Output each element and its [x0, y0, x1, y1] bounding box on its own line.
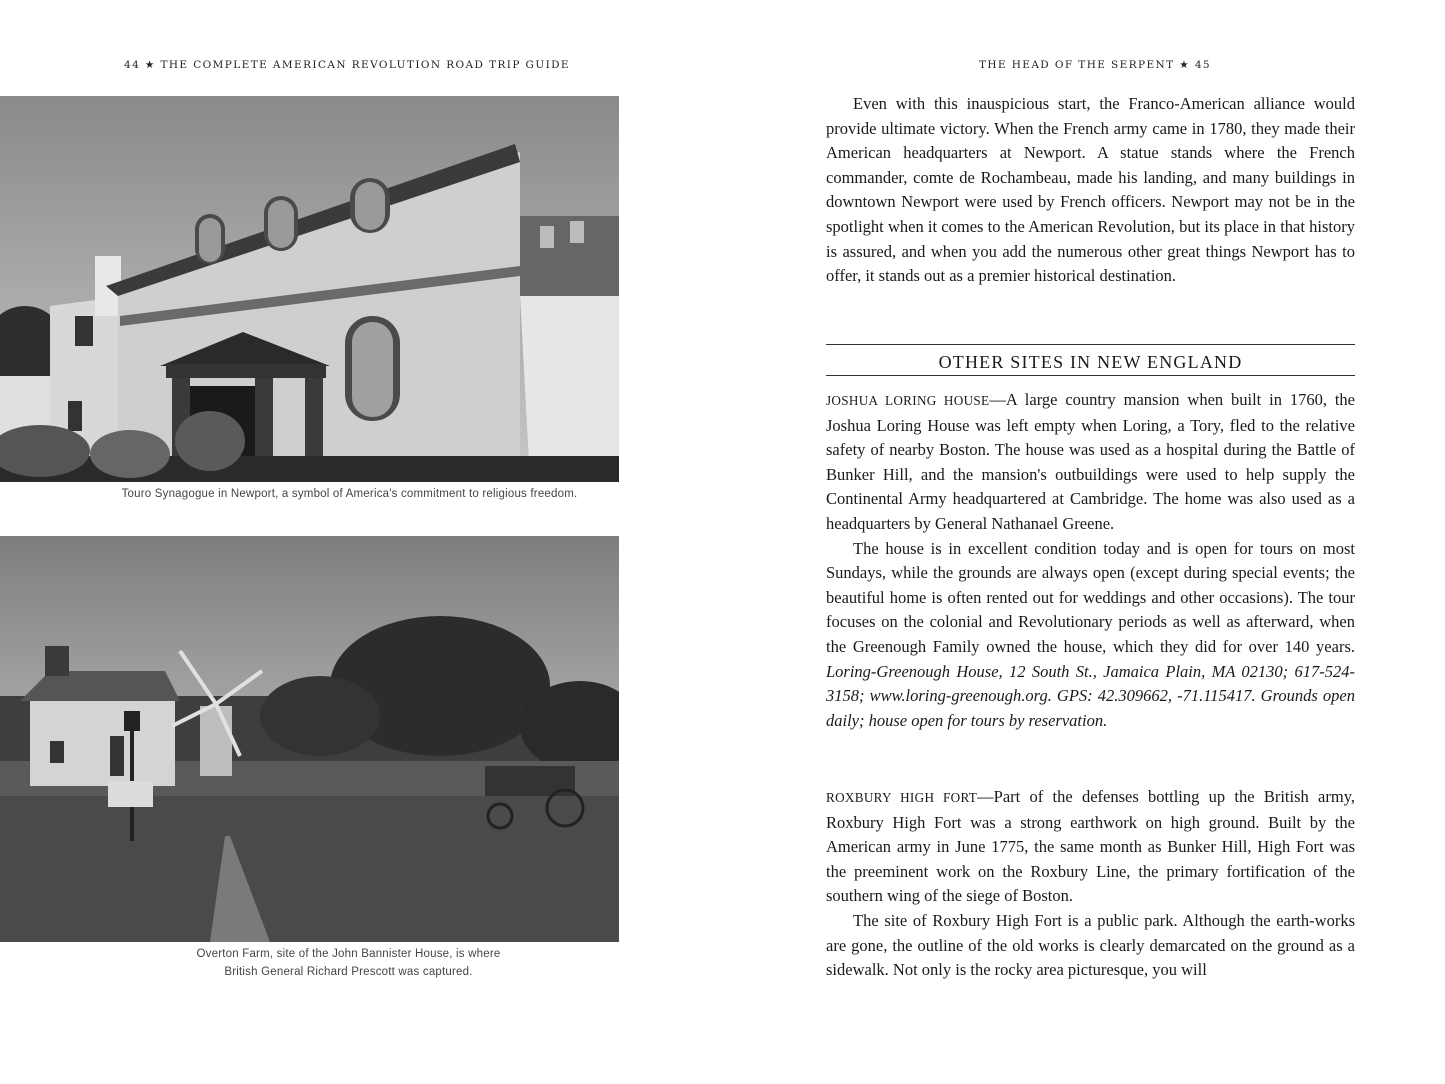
entry-text: The house is in excellent condition today and is open for tours on most Sundays, while the grounds are always open (except during special events; the beautiful home is often rented out for weddings and other occasions). The tour focuses on the colonial and Revolutionary periods as well as afterward, when the Greenough Family owned the house, which they did for over 140 years.: [826, 538, 1355, 656]
entry-paragraph: [826, 537, 1355, 734]
intro-paragraph-block: [826, 92, 1355, 289]
entry-name: ROXBURY HIGH FORT: [826, 790, 978, 805]
entry-text: —A large country mansion when built in 1760, the Joshua Loring House was left empty when Loring, a Tory, fled to the relative safety of nearby Boston. The house was used as a hospital during the Battle of Bunker Hill, and the mansion's outbuildings were used to help supply the Continental Army headquartered at Cambridge. The home was also used as a headquarters by General Nathanael Greene.: [826, 390, 1356, 533]
farm-caption-line-1: Overton Farm, site of the John Bannister House, is where: [196, 948, 501, 960]
entry-roxbury-high-fort: [826, 785, 1355, 983]
farm-photo: [0, 536, 619, 942]
right-running-head: THE HEAD OF THE SERPENT ★ 45: [978, 59, 1211, 71]
entry-paragraph: [826, 785, 1355, 909]
farm-caption-line-2: British General Richard Prescott was captured.: [224, 965, 473, 978]
intro-paragraph: Even with this inauspicious start, the Franco-American alliance would provide ultimate victory. When the French army came in 1780, they made their American headquarters at Newport. A statue stands where the French commander, comte de Rochambeau, made his landing, and many buildings in downtown Newport were used by French officers. Newport may not be in the spotlight when it comes to the American Revolution, but its place in that history is assured, and when you add the numerous other great things Newport has to offer, it stands out as a premier historical destination.: [826, 94, 1355, 286]
entry-joshua-loring-house: [826, 388, 1355, 733]
entry-paragraph: [826, 909, 1355, 983]
left-running-head: 44 ★ THE COMPLETE AMERICAN REVOLUTION ROAD TRIP GUIDE: [124, 59, 570, 71]
synagogue-photo: [0, 96, 619, 482]
entry-name: JOSHUA LORING HOUSE: [826, 393, 990, 408]
entry-info: Loring-Greenough House, 12 South St., Jamaica Plain, MA 02130; 617-524-3158; www.loring-greenough.org. GPS: 42.309662, -71.115417. Grounds open daily; house open for tours by reservation.: [826, 661, 1355, 730]
farm-caption: [0, 946, 703, 981]
synagogue-caption: Touro Synagogue in Newport, a symbol of America's commitment to religious freedom.: [121, 488, 578, 500]
section-title: OTHER SITES IN NEW ENGLAND: [826, 344, 1355, 376]
entry-paragraph: [826, 388, 1355, 537]
entry-text: —Part of the defenses bottling up the British army, Roxbury High Fort was a strong earthwork on high ground. Built by the American army in June 1775, the same month as Bunker Hill, High Fort was the preeminent work on the Roxbury Line, the primary fortification of the southern wing of the siege of Boston.: [826, 787, 1355, 906]
entry-text: The site of Roxbury High Fort is a public park. Although the earth-works are gone, the outline of the old works is clearly demarcated on the ground as a sidewalk. Not only is the rocky area picturesque, you will: [826, 910, 1355, 980]
